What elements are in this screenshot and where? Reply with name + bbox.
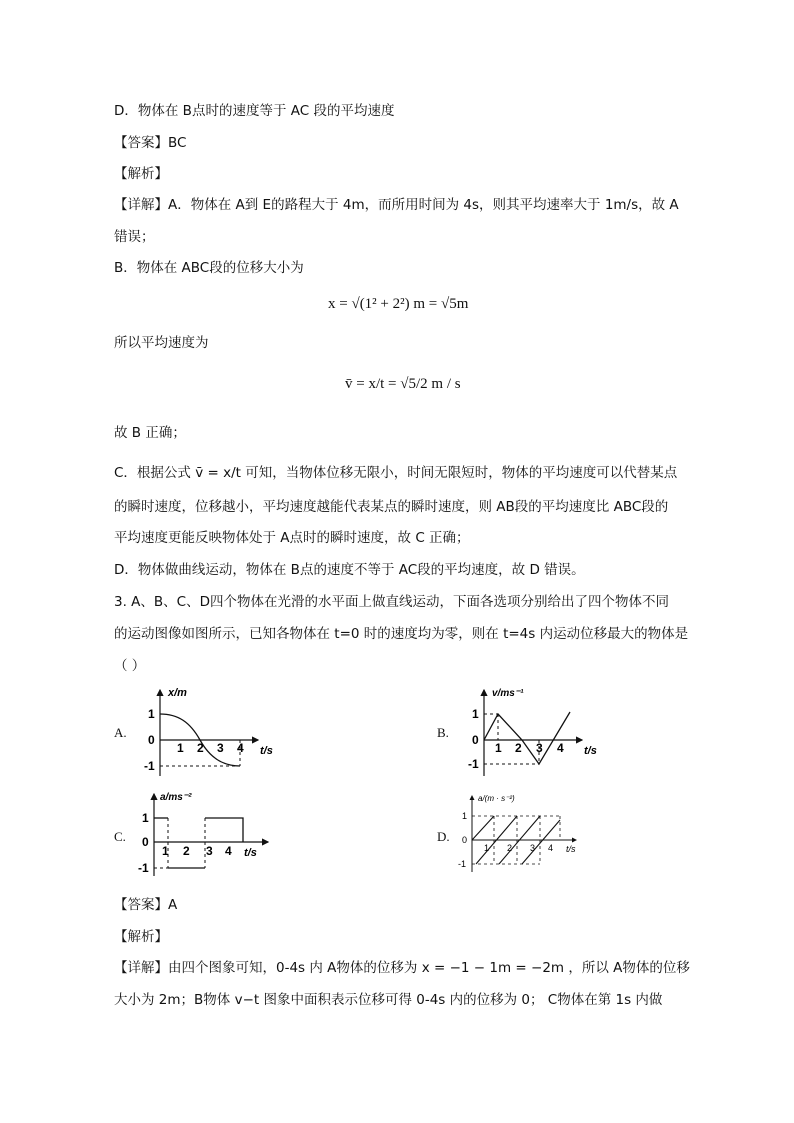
graph-a-xtick-2: 2: [197, 741, 204, 755]
graph-c-xtick-3: 3: [206, 844, 213, 858]
graph-d-xtick-2: 2: [507, 843, 513, 853]
graph-b-ytick-1: 1: [472, 707, 479, 721]
graph-a-xlabel: t/s: [260, 745, 273, 757]
graph-a-ytick-1: 1: [148, 707, 155, 721]
graph-c-ytick-0: 0: [142, 835, 149, 849]
graph-a: [138, 684, 298, 780]
graph-b-label: B.: [437, 725, 449, 740]
graph-d-xtick-3: 3: [530, 843, 536, 853]
graph-a-ylabel: x/m: [168, 687, 187, 699]
graph-c-xlabel: t/s: [244, 847, 257, 859]
graph-b-line: [484, 712, 570, 764]
graph-d-label: D.: [437, 829, 450, 844]
graph-d-ytick-1: 1: [462, 811, 468, 821]
graph-b-xtick-2: 2: [515, 741, 522, 755]
detail-d-line-1: D．物体做曲线运动，物体在 B点的速度不等于 AC段的平均速度，故 D 错误。: [114, 562, 585, 578]
graph-a-xtick-1: 1: [177, 741, 184, 755]
graph-d: [456, 790, 616, 876]
graph-a-xtick-3: 3: [217, 741, 224, 755]
graph-a-xtick-4: 4: [237, 741, 244, 755]
detail-a-line-2: 错误；: [114, 229, 155, 245]
option-d: D．物体在 B点时的速度等于 AC 段的平均速度: [114, 103, 395, 119]
graph-d-ytick-0: 0: [462, 835, 468, 845]
equation-displacement: x = √(1² + 2²) m = √5m: [328, 296, 469, 312]
detail-2-line-1: 【详解】由四个图象可知，0-4s 内 A物体的位移为 x = −1 − 1m = −2m ，所以 A物体的位移: [114, 960, 690, 976]
graph-a-ytick-0: 0: [148, 733, 155, 747]
graph-d-line-1: [472, 816, 494, 840]
question-3-line-1: 3. A、B、C、D四个物体在光滑的水平面上做直线运动，下面各选项分别给出了四个物体不同: [114, 594, 669, 610]
graph-c-ytick-m1: -1: [138, 861, 149, 875]
graph-d-ylabel: a/(m · s⁻²): [478, 794, 515, 803]
detail-c-line-2: 的瞬时速度，位移越小，平均速度越能代表某点的瞬时速度，则 AB段的平均速度比 ABC段的: [114, 499, 669, 515]
graph-d-ytick-m1: -1: [458, 859, 467, 869]
graph-d-xtick-4: 4: [548, 843, 554, 853]
detail-2-line-2: 大小为 2m；B物体 v−t 图象中面积表示位移可得 0-4s 内的位移为 0； C物体在第 1s 内做: [114, 992, 663, 1008]
question-3-line-2: 的运动图像如图所示，已知各物体在 t=0 时的速度均为零，则在 t=4s 内运动位移最大的物体是: [114, 626, 689, 642]
detail-b-line-3: 故 B 正确；: [114, 425, 186, 441]
graph-c-xtick-2: 2: [183, 844, 190, 858]
graph-b-xtick-4: 4: [557, 741, 564, 755]
question-3-line-3: （ ）: [114, 658, 146, 674]
graph-c-xtick-4: 4: [225, 844, 232, 858]
answer-label-1: 【答案】BC: [114, 135, 187, 151]
graph-c-seg-3: [205, 818, 243, 842]
detail-a-line-1: 【详解】A．物体在 A到 E的路程大于 4m，而所用时间为 4s，则其平均速率大于 1m/s，故 A: [114, 197, 679, 213]
graph-c: [138, 788, 298, 880]
graph-a-label: A.: [114, 725, 127, 740]
detail-b-line-2: 所以平均速度为: [114, 335, 209, 351]
graph-b-ytick-0: 0: [472, 733, 479, 747]
graph-b-xtick-1: 1: [495, 741, 502, 755]
detail-b-line-1: B．物体在 ABC段的位移大小为: [114, 260, 304, 276]
graph-c-ylabel: a/ms⁻²: [160, 792, 192, 803]
graph-b-ytick-m1: -1: [468, 757, 479, 771]
graph-a-ytick-m1: -1: [144, 759, 155, 773]
graph-d-line-4: [522, 820, 560, 864]
analysis-label-1: 【解析】: [114, 166, 168, 182]
equation-average-velocity: v̄ = x/t = √5/2 m / s: [345, 376, 461, 392]
detail-c-line-3: 平均速度更能反映物体处于 A点时的瞬时速度，故 C 正确；: [114, 530, 470, 546]
graph-b-xlabel: t/s: [584, 745, 597, 757]
graph-c-label: C.: [114, 829, 126, 844]
graph-b-xtick-3: 3: [536, 741, 543, 755]
graph-c-ytick-1: 1: [142, 811, 149, 825]
graph-c-xtick-1: 1: [162, 844, 169, 858]
graph-b: [462, 684, 622, 780]
graph-d-xtick-1: 1: [484, 843, 490, 853]
analysis-label-2: 【解析】: [114, 929, 168, 945]
detail-c-line-1: C．根据公式 v̄ = x/t 可知，当物体位移无限小，时间无限短时，物体的平均速度可以代替某点: [114, 465, 678, 481]
answer-label-2: 【答案】A: [114, 897, 178, 913]
graph-b-ylabel: v/ms⁻¹: [492, 688, 524, 699]
graph-d-xlabel: t/s: [566, 844, 576, 854]
